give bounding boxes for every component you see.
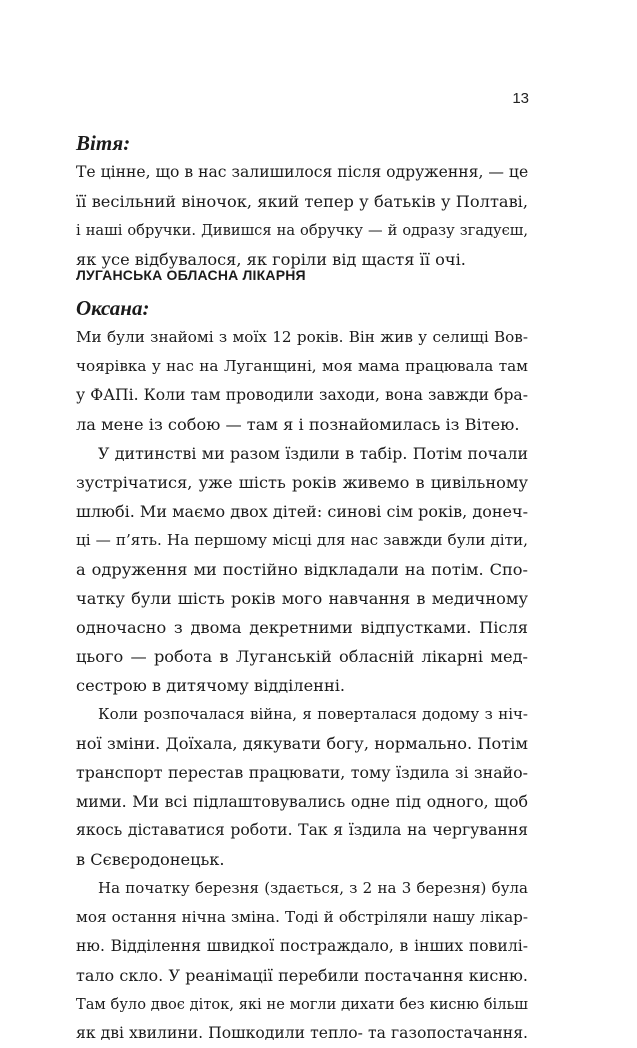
text-line: чатку були шість років мого навчання в медичному: [76, 589, 528, 608]
page-number: 13: [512, 90, 529, 107]
speaker-vitia: Вітя:: [76, 131, 131, 155]
text-line: сестрою в дитячому відділенні.: [76, 676, 346, 695]
text-line: а одруження ми постійно відкладали на потім. Спо-: [76, 560, 528, 579]
text-line: ню. Відділення швидкої постраждало, в інших повилі-: [76, 937, 528, 955]
text-line: ці — п’ять. На першому місці для нас завжди були діти,: [76, 531, 528, 549]
text-line: як дві хвилини. Пошкодили тепло- та газопостачання.: [76, 1024, 528, 1042]
text-line: Ми були знайомі з моїх 12 років. Він жив у селищі Вов-: [76, 328, 528, 346]
text-line: Там було двоє діток, які не могли дихати без кисню більш: [76, 996, 528, 1013]
text-line: Коли розпочалася війна, я поверталася додому з ніч-: [98, 705, 528, 723]
section-heading-block: [76, 261, 528, 290]
text-line: мими. Ми всі підлаштовувались одне під одного, щоб: [76, 792, 528, 811]
oksana-block: [76, 294, 528, 1048]
section-heading: ЛУГАНСЬКА ОБЛАСНА ЛІКАРНЯ: [76, 267, 306, 283]
text-line: моя остання нічна зміна. Тоді й обстріляли нашу лікар-: [76, 908, 528, 926]
text-line: тало скло. У реанімації перебили постачання кисню.: [76, 966, 528, 985]
text-line: і наші обручки. Дивишся на обручку — й одразу згадуєш,: [76, 222, 528, 239]
text-line: як усе відбувалося, як горіли від щастя її очі.: [76, 250, 466, 269]
speaker-oksana: Оксана:: [76, 296, 150, 320]
text-line: зустрічатися, уже шість років живемо в цивільному: [76, 473, 528, 492]
text-line: цього — робота в Луганській обласній лікарні мед-: [76, 647, 528, 666]
text-line: у ФАПі. Коли там проводили заходи, вона завжди бра-: [76, 386, 528, 404]
text-line: Те цінне, що в нас залишилося після одруження, — це: [76, 163, 529, 181]
text-line: ла мене із собою — там я і познайомилась із Вітею.: [76, 415, 520, 434]
text-line: якось діставатися роботи. Так я їздила на чергування: [76, 821, 528, 839]
text-line: транспорт перестав працювати, тому їздила зі знайо-: [76, 763, 528, 782]
vitia-block: [76, 129, 528, 274]
text-line: в Сєвєродонецьк.: [76, 850, 225, 869]
text-line: одночасно з двома декретними відпустками. Після: [76, 618, 528, 637]
text-line: ної зміни. Доїхала, дякувати богу, нормально. Потім: [76, 734, 528, 753]
text-line: На початку березня (здається, з 2 на 3 березня) була: [98, 879, 528, 897]
text-line: чоярівка у нас на Луганщині, моя мама працювала там: [76, 357, 528, 375]
text-line: шлюбі. Ми маємо двох дітей: синові сім років, донеч-: [76, 502, 528, 521]
text-line: У дитинстві ми разом їздили в табір. Потім почали: [98, 444, 528, 463]
text-line: її весільний віночок, який тепер у батьків у Полтаві,: [76, 192, 528, 211]
